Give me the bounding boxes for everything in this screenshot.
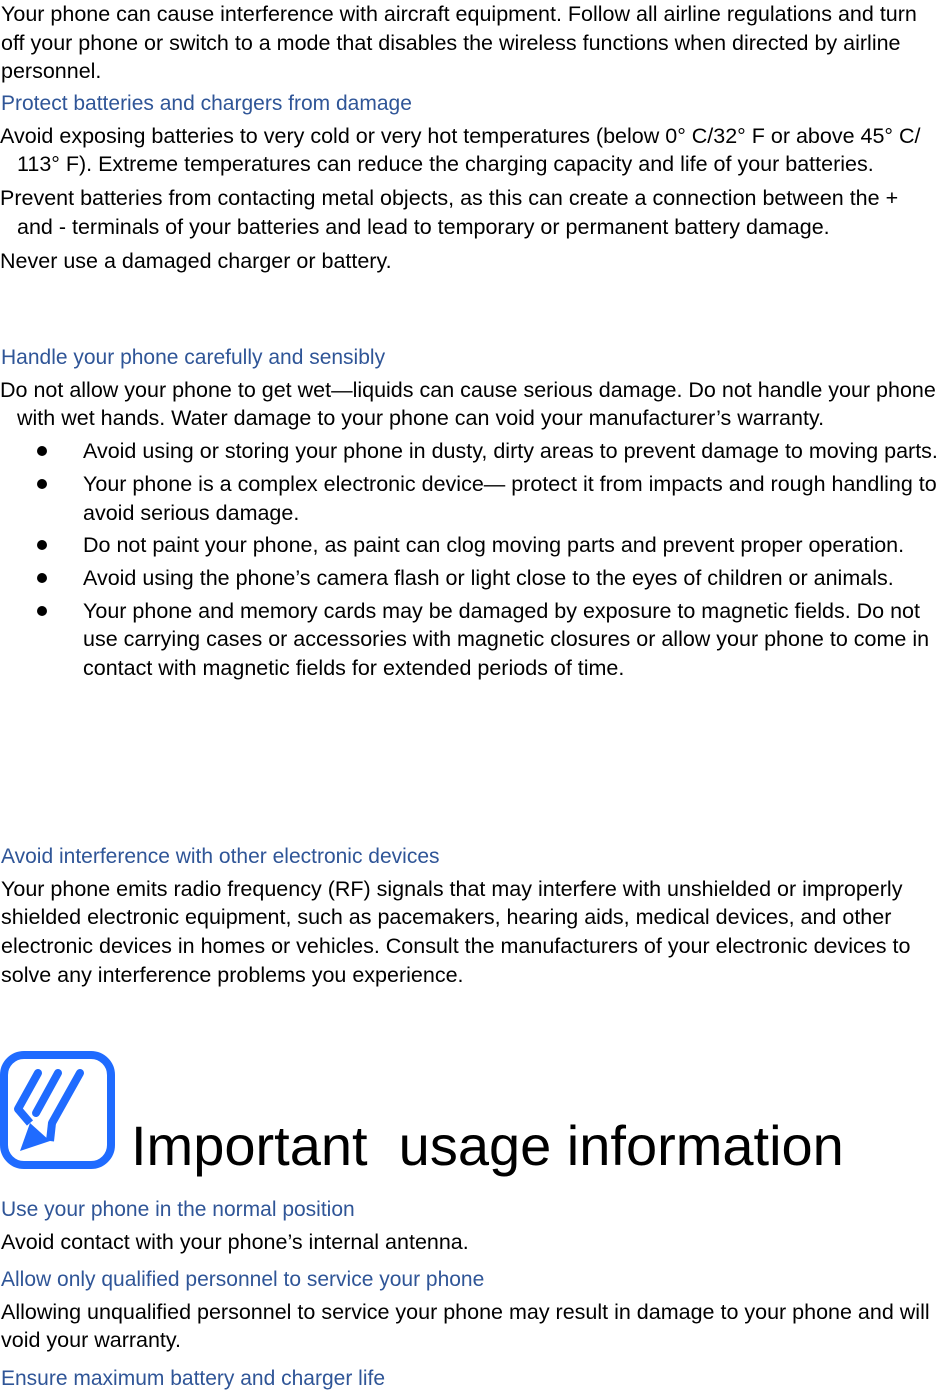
list-item — [0, 564, 938, 593]
page-title: Important usage information — [131, 1114, 844, 1177]
batteries-item-metal: Prevent batteries from contacting metal objects, as this can create a connection between the + and - terminals of your batteries and lead to temporary or permanent battery damage. — [0, 186, 899, 239]
batteries-heading: Protect batteries and chargers from damage — [1, 92, 412, 115]
list-item — [0, 597, 938, 683]
handle-heading: Handle your phone carefully and sensibly — [1, 346, 386, 369]
bullet-text: Your phone and memory cards may be damaged by exposure to magnetic fields. Do not use carrying cases or accessories with magnetic closures or allow your phone to come in contact with magnetic fields for extended periods of time. — [83, 598, 930, 681]
batteries-item-damaged: Never use a damaged charger or battery. — [0, 248, 392, 273]
bullet-dot-icon — [37, 479, 47, 489]
qualified-paragraph: Allowing unqualified personnel to service your phone may result in damage to your phone and will void your warranty. — [1, 1299, 930, 1353]
batteries-item-temperature: Avoid exposing batteries to very cold or very hot temperatures (below 0° C/32° F or above 45° C/ 113° F). Extreme temperatures can reduce the charging capacity and life of your batteries. — [0, 123, 921, 177]
list-item — [0, 531, 938, 560]
bullet-dot-icon — [37, 606, 47, 616]
qualified-heading: Allow only qualified personnel to service your phone — [1, 1268, 485, 1291]
section-title — [0, 1051, 938, 1181]
intro-section — [0, 0, 938, 86]
bullet-text: Do not paint your phone, as paint can clog moving parts and prevent proper operation. — [83, 533, 905, 558]
handle-bullet-list — [0, 437, 938, 683]
interference-section — [0, 843, 938, 990]
pencil-note-icon — [0, 1051, 115, 1169]
bullet-text: Your phone is a complex electronic device— protect it from impacts and rough handling to avoid serious damage. — [83, 471, 937, 525]
bullet-dot-icon — [37, 446, 47, 456]
batteries-section — [0, 90, 938, 275]
normal-position-paragraph: Avoid contact with your phone’s internal antenna. — [1, 1229, 469, 1254]
bullet-text: Avoid using the phone’s camera flash or light close to the eyes of children or animals. — [83, 565, 894, 590]
list-item — [0, 437, 938, 466]
normal-position-heading: Use your phone in the normal position — [1, 1198, 355, 1221]
battery-life-section — [0, 1365, 938, 1394]
normal-position-section — [0, 1196, 938, 1256]
interference-heading: Avoid interference with other electronic devices — [1, 845, 440, 868]
battery-life-heading: Ensure maximum battery and charger life — [1, 1367, 385, 1390]
interference-paragraph: Your phone emits radio frequency (RF) signals that may interfere with unshielded or improperly shielded electronic equipment, such as pacemakers, hearing aids, medical devices, and other electronic devices in homes or vehicles. Consult the manufacturers of your electronic devices to solve any interference problems you experience. — [1, 876, 911, 987]
bullet-dot-icon — [37, 573, 47, 583]
list-item — [0, 470, 938, 527]
qualified-section — [0, 1266, 938, 1355]
handle-paragraph: Do not allow your phone to get wet—liquids can cause serious damage. Do not handle your phone with wet hands. Water damage to your phone can void your manufacturer’s warranty. — [0, 377, 936, 431]
bullet-dot-icon — [37, 540, 47, 550]
bullet-text: Avoid using or storing your phone in dusty, dirty areas to prevent damage to moving parts. — [83, 439, 938, 464]
aircraft-paragraph: Your phone can cause interference with aircraft equipment. Follow all airline regulations and turn off your phone or switch to a mode that disables the wireless functions when directed by airline personnel. — [1, 2, 917, 84]
handle-section — [0, 344, 938, 687]
